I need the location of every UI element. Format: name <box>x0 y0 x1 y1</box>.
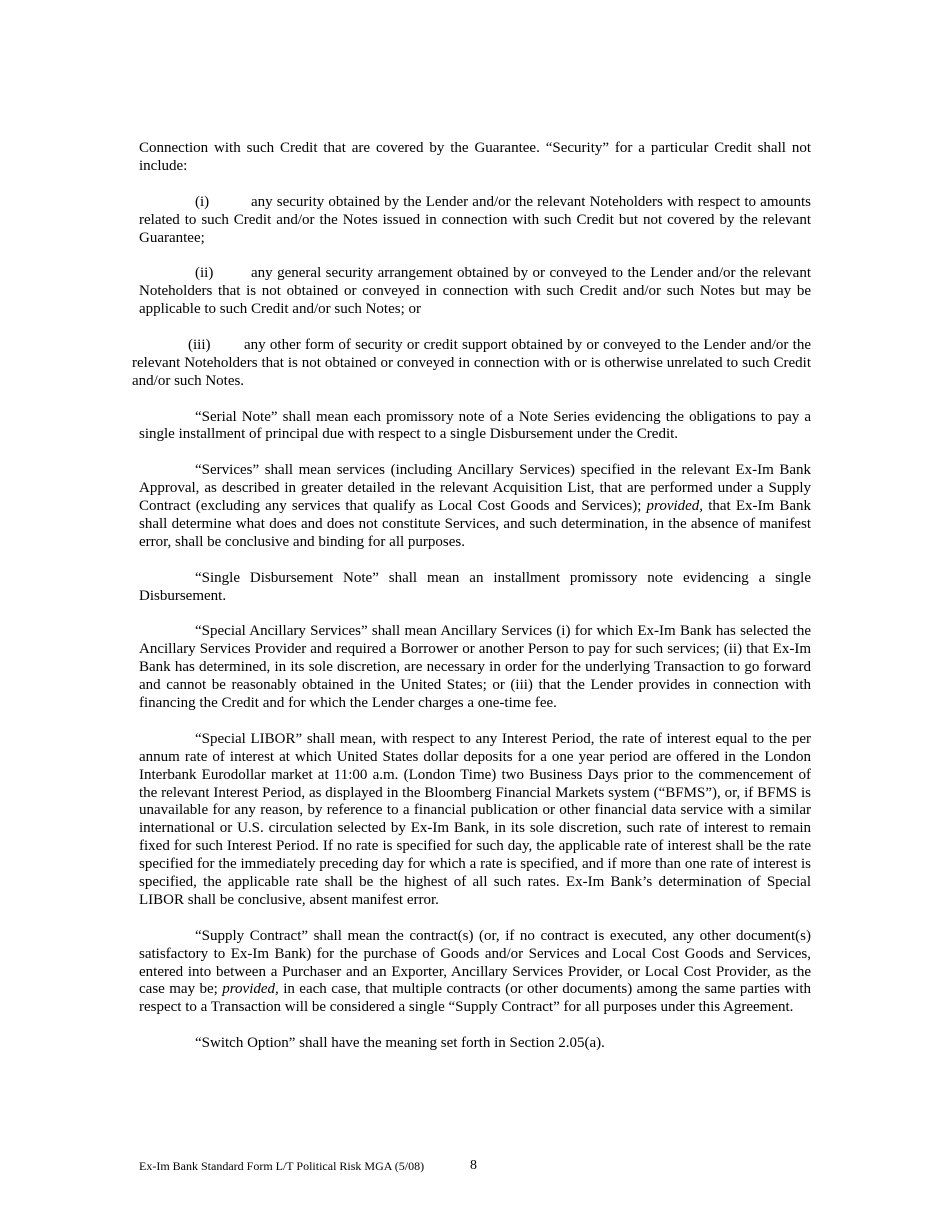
services-text-b: that Ex-Im Bank shall determine what does and does not constitute Services, and such determination, in the absence of manifest error, shall be conclusive and binding for all purposes. <box>139 498 811 550</box>
item-text: any other form of security or credit support obtained by or conveyed to the Lender and/or the relevant Noteholders that is not obtained or conveyed in connection with or is otherwise unrelated to such Credit and/or such Notes. <box>132 336 811 389</box>
item-label: (iii) <box>188 336 211 353</box>
footer-title: Ex-Im Bank Standard Form L/T Political Risk MGA (5/08) <box>139 1159 425 1173</box>
definition-supply-contract <box>139 928 811 1018</box>
page-number: 8 <box>470 1158 477 1173</box>
item-label: (ii) <box>195 265 214 282</box>
definition-serial-note: “Serial Note” shall mean each promissory note of a Note Series evidencing the obligations to pay a single installment of principal due with respect to a single Disbursement under the Credit. <box>139 408 811 443</box>
definition-special-ancillary-services: “Special Ancillary Services” shall mean Ancillary Services (i) for which Ex-Im Bank has selected the Ancillary Services Provider and required a Borrower or another Person to pay for such services; (ii) that Ex-Im Bank has determined, in its sole discretion, are necessary in order for the underlying Transaction to go forward and cannot be reasonably obtained in the United States; or (iii) that the Lender provides in connection with financing the Credit and for which the Lender charges a one-time fee. <box>139 623 811 711</box>
services-text-a: “Services” shall mean services (including Ancillary Services) specified in the relevant Ex-Im Bank Approval, as described in greater detailed in the relevant Acquisition List, that are performed under a Supply Contract (excluding any services that qualify as Local Cost Goods and Services); <box>139 462 811 515</box>
services-proviso: provided, <box>646 498 704 515</box>
item-label: (i) <box>195 193 210 210</box>
list-item-iii <box>132 337 811 391</box>
list-item-ii <box>139 265 811 319</box>
document-body <box>132 140 811 1053</box>
definition-single-disbursement-note: “Single Disbursement Note” shall mean an installment promissory note evidencing a single Disbursement. <box>139 569 811 604</box>
item-text: any security obtained by the Lender and/or the relevant Noteholders with respect to amounts related to such Credit and/or the Notes issued in connection with such Credit but not covered by the relevant Guarantee; <box>139 193 811 246</box>
definition-special-libor: “Special LIBOR” shall mean, with respect to any Interest Period, the rate of interest equal to the per annum rate of interest at which United States dollar deposits for a one year period are offered in the London Interbank Eurodollar market at 11:00 a.m. (London Time) two Business Days prior to the commencement of the relevant Interest Period, as displayed in the Bloomberg Financial Markets system (“BFMS”), or, if BFMS is unavailable for any reason, by reference to a financial publication or other financial data service with a similar international or U.S. circulation selected by Ex-Im Bank, in its sole discretion, such rate of interest to remain fixed for such Interest Period. If no rate is specified for such day, the applicable rate of interest shall be the rate specified for the immediately preceding day for which a rate is specified, and if more than one rate of interest is specified, the applicable rate shall be the highest of all such rates. Ex-Im Bank’s determination of Special LIBOR shall be conclusive, absent manifest error. <box>139 730 811 908</box>
item-text: any general security arrangement obtained by or conveyed to the Lender and/or the relevant Noteholders that is not obtained or conveyed in connection with such Credit and/or such Notes but may be applicable to such Credit and/or such Notes; or <box>139 265 811 318</box>
supply-text-a: “Supply Contract” shall mean the contract(s) (or, if no contract is executed, any other document(s) satisfactory to Ex-Im Bank) for the purchase of Goods and/or Services and Local Cost Goods and Services, entered into between a Purchaser and an Exporter, Ancillary Services Provider, or Local Cost Provider, as the case may be; <box>139 927 811 998</box>
supply-text-b: in each case, that multiple contracts (or other documents) among the same parties with respect to a Transaction will be considered a single “Supply Contract” for all purposes under this Agreement. <box>139 981 811 1016</box>
paragraph-security-exclusions: Connection with such Credit that are covered by the Guarantee. “Security” for a particular Credit shall not include: <box>139 140 811 174</box>
definition-switch-option: “Switch Option” shall have the meaning set forth in Section 2.05(a). <box>195 1035 605 1052</box>
definition-services <box>139 462 811 552</box>
supply-proviso: provided, <box>222 981 279 998</box>
list-item-i <box>139 194 811 248</box>
